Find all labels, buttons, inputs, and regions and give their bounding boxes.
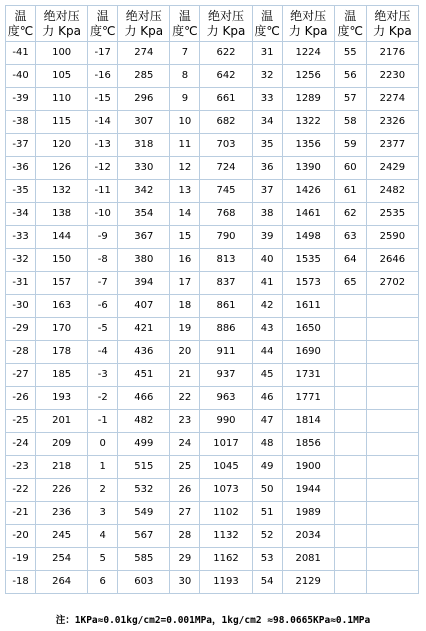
pressure-cell: 126 (36, 157, 88, 180)
temperature-cell (334, 525, 366, 548)
temperature-cell: 0 (88, 433, 118, 456)
temperature-cell: 8 (170, 65, 200, 88)
pressure-cell: 394 (118, 272, 170, 295)
pressure-cell: 380 (118, 249, 170, 272)
temperature-cell: -14 (88, 111, 118, 134)
temperature-cell: 17 (170, 272, 200, 295)
pressure-cell: 163 (36, 295, 88, 318)
temperature-cell: 63 (334, 226, 366, 249)
pressure-cell: 499 (118, 433, 170, 456)
temperature-cell: 25 (170, 456, 200, 479)
temperature-cell: -18 (6, 571, 36, 594)
temperature-cell: -41 (6, 42, 36, 65)
temperature-cell: -16 (88, 65, 118, 88)
pressure-cell: 407 (118, 295, 170, 318)
pressure-cell: 515 (118, 456, 170, 479)
temperature-cell: -27 (6, 364, 36, 387)
pressure-cell: 254 (36, 548, 88, 571)
pressure-cell: 285 (118, 65, 170, 88)
temperature-cell: 52 (252, 525, 282, 548)
temperature-cell: 10 (170, 111, 200, 134)
temperature-cell: 24 (170, 433, 200, 456)
temperature-cell: 15 (170, 226, 200, 249)
pressure-cell: 837 (200, 272, 252, 295)
temperature-cell: -24 (6, 433, 36, 456)
temperature-cell: -13 (88, 134, 118, 157)
temperature-cell: -32 (6, 249, 36, 272)
pressure-cell: 1073 (200, 479, 252, 502)
temperature-cell: 29 (170, 548, 200, 571)
header-pressure (118, 6, 170, 42)
pressure-cell: 790 (200, 226, 252, 249)
temperature-cell: -4 (88, 341, 118, 364)
header-pressure (282, 6, 334, 42)
pressure-cell: 318 (118, 134, 170, 157)
temperature-cell: -22 (6, 479, 36, 502)
pressure-cell: 1690 (282, 341, 334, 364)
header-line1: 绝对压 (207, 8, 244, 23)
temperature-cell: -10 (88, 203, 118, 226)
temperature-cell: -28 (6, 341, 36, 364)
pressure-cell: 703 (200, 134, 252, 157)
pressure-cell: 642 (200, 65, 252, 88)
temperature-cell: 32 (252, 65, 282, 88)
temperature-cell: 41 (252, 272, 282, 295)
pressure-cell: 115 (36, 111, 88, 134)
pressure-cell: 532 (118, 479, 170, 502)
table-row (6, 364, 419, 387)
pressure-cell: 1989 (282, 502, 334, 525)
pressure-cell: 768 (200, 203, 252, 226)
pressure-cell: 861 (200, 295, 252, 318)
pressure-cell: 193 (36, 387, 88, 410)
temperature-cell: -9 (88, 226, 118, 249)
temperature-cell: -7 (88, 272, 118, 295)
header-line1: 温 (344, 8, 357, 23)
header-line2: 度℃ (337, 23, 364, 38)
table-body (6, 42, 419, 594)
temperature-cell: 45 (252, 364, 282, 387)
temperature-cell (334, 341, 366, 364)
pressure-cell: 1256 (282, 65, 334, 88)
temperature-cell: 47 (252, 410, 282, 433)
pressure-cell (366, 502, 418, 525)
pressure-cell: 911 (200, 341, 252, 364)
pressure-cell: 330 (118, 157, 170, 180)
header-temperature (88, 6, 118, 42)
temperature-cell: 36 (252, 157, 282, 180)
pressure-cell: 1611 (282, 295, 334, 318)
pressure-cell: 1426 (282, 180, 334, 203)
temperature-cell: 54 (252, 571, 282, 594)
temperature-cell: 49 (252, 456, 282, 479)
pressure-cell: 436 (118, 341, 170, 364)
pressure-cell (366, 479, 418, 502)
temperature-cell: 59 (334, 134, 366, 157)
temperature-cell (334, 364, 366, 387)
pressure-cell (366, 341, 418, 364)
pressure-cell: 1814 (282, 410, 334, 433)
pressure-cell: 2590 (366, 226, 418, 249)
pressure-cell: 2482 (366, 180, 418, 203)
pressure-cell: 342 (118, 180, 170, 203)
header-line1: 温 (96, 8, 109, 23)
pressure-cell (366, 456, 418, 479)
temperature-cell: -34 (6, 203, 36, 226)
table-row (6, 111, 419, 134)
pressure-cell: 1322 (282, 111, 334, 134)
pressure-cell: 367 (118, 226, 170, 249)
pressure-cell: 226 (36, 479, 88, 502)
pressure-cell: 2326 (366, 111, 418, 134)
header-line2: 力 Kpa (373, 23, 412, 38)
temperature-cell: 22 (170, 387, 200, 410)
pressure-cell: 1017 (200, 433, 252, 456)
temperature-cell: -35 (6, 180, 36, 203)
pressure-cell: 1650 (282, 318, 334, 341)
table-row (6, 341, 419, 364)
temperature-cell: 20 (170, 341, 200, 364)
temperature-cell: 40 (252, 249, 282, 272)
header-pressure (36, 6, 88, 42)
pressure-cell: 1162 (200, 548, 252, 571)
header-line1: 绝对压 (125, 8, 162, 23)
header-line2: 力 Kpa (42, 23, 81, 38)
pressure-cell: 354 (118, 203, 170, 226)
pressure-cell: 466 (118, 387, 170, 410)
pressure-cell: 1224 (282, 42, 334, 65)
table-row (6, 433, 419, 456)
temperature-cell: 12 (170, 157, 200, 180)
temperature-cell: -12 (88, 157, 118, 180)
pressure-cell: 296 (118, 88, 170, 111)
pressure-cell: 1944 (282, 479, 334, 502)
temperature-cell (334, 479, 366, 502)
pressure-cell (366, 433, 418, 456)
table-row (6, 456, 419, 479)
temperature-cell: 2 (88, 479, 118, 502)
temperature-cell: 23 (170, 410, 200, 433)
pressure-cell: 1573 (282, 272, 334, 295)
pressure-cell: 2429 (366, 157, 418, 180)
temperature-cell: 9 (170, 88, 200, 111)
table-row (6, 548, 419, 571)
pressure-cell: 178 (36, 341, 88, 364)
pressure-cell: 1102 (200, 502, 252, 525)
temperature-cell (334, 456, 366, 479)
temperature-cell: 27 (170, 502, 200, 525)
temperature-cell: 64 (334, 249, 366, 272)
temperature-cell: 60 (334, 157, 366, 180)
temperature-cell (334, 295, 366, 318)
temperature-cell: 35 (252, 134, 282, 157)
temperature-cell (334, 571, 366, 594)
temperature-cell: 50 (252, 479, 282, 502)
pressure-cell: 2274 (366, 88, 418, 111)
table-row (6, 387, 419, 410)
temperature-cell: 6 (88, 571, 118, 594)
pressure-cell: 264 (36, 571, 88, 594)
pressure-cell: 549 (118, 502, 170, 525)
pressure-cell: 105 (36, 65, 88, 88)
temperature-cell: -17 (88, 42, 118, 65)
pressure-cell: 274 (118, 42, 170, 65)
pressure-cell (366, 364, 418, 387)
table-row (6, 525, 419, 548)
pressure-cell: 963 (200, 387, 252, 410)
pressure-cell: 1356 (282, 134, 334, 157)
pressure-cell: 482 (118, 410, 170, 433)
pressure-cell (366, 548, 418, 571)
table-row (6, 226, 419, 249)
temperature-cell (334, 433, 366, 456)
pressure-cell: 1045 (200, 456, 252, 479)
temperature-cell: -2 (88, 387, 118, 410)
pressure-cell: 421 (118, 318, 170, 341)
temperature-cell: 38 (252, 203, 282, 226)
pressure-cell: 1535 (282, 249, 334, 272)
temperature-cell: 7 (170, 42, 200, 65)
header-line2: 力 Kpa (206, 23, 246, 38)
header-line2: 力 Kpa (288, 23, 328, 38)
temperature-cell: 53 (252, 548, 282, 571)
temperature-cell: 19 (170, 318, 200, 341)
temperature-cell: 42 (252, 295, 282, 318)
temperature-cell: -40 (6, 65, 36, 88)
pressure-cell: 1193 (200, 571, 252, 594)
temperature-cell: 16 (170, 249, 200, 272)
temperature-cell: 4 (88, 525, 118, 548)
pressure-cell: 1498 (282, 226, 334, 249)
pressure-cell: 2702 (366, 272, 418, 295)
header-temperature (334, 6, 366, 42)
temperature-cell: -37 (6, 134, 36, 157)
temperature-cell: -20 (6, 525, 36, 548)
pressure-cell: 451 (118, 364, 170, 387)
table-row (6, 157, 419, 180)
temperature-cell: 3 (88, 502, 118, 525)
table-row (6, 249, 419, 272)
pressure-cell: 2034 (282, 525, 334, 548)
pressure-cell (366, 387, 418, 410)
pressure-cell: 682 (200, 111, 252, 134)
pressure-cell: 661 (200, 88, 252, 111)
temperature-cell: -8 (88, 249, 118, 272)
temperature-cell: 28 (170, 525, 200, 548)
temperature-cell: 18 (170, 295, 200, 318)
table-row (6, 571, 419, 594)
pressure-cell (366, 571, 418, 594)
pressure-cell: 2081 (282, 548, 334, 571)
table-row (6, 410, 419, 433)
temperature-cell: 34 (252, 111, 282, 134)
header-pressure (200, 6, 252, 42)
temperature-cell: -5 (88, 318, 118, 341)
pressure-cell: 209 (36, 433, 88, 456)
temperature-cell: 1 (88, 456, 118, 479)
pressure-cell (366, 318, 418, 341)
pressure-cell: 245 (36, 525, 88, 548)
temperature-cell: 37 (252, 180, 282, 203)
pressure-cell: 1132 (200, 525, 252, 548)
pressure-cell: 2377 (366, 134, 418, 157)
pressure-cell (366, 525, 418, 548)
header-line1: 绝对压 (374, 8, 411, 23)
pressure-cell: 110 (36, 88, 88, 111)
temperature-cell (334, 387, 366, 410)
table-row (6, 502, 419, 525)
pressure-cell (366, 410, 418, 433)
temperature-cell: -3 (88, 364, 118, 387)
table-row (6, 479, 419, 502)
table-row (6, 42, 419, 65)
header-line2: 力 Kpa (124, 23, 164, 38)
pressure-cell: 886 (200, 318, 252, 341)
temperature-cell: -11 (88, 180, 118, 203)
temperature-cell: -25 (6, 410, 36, 433)
pressure-cell: 236 (36, 502, 88, 525)
table-row (6, 272, 419, 295)
pressure-cell: 603 (118, 571, 170, 594)
header-temperature (252, 6, 282, 42)
header-line1: 温 (261, 8, 274, 23)
table-row (6, 180, 419, 203)
temperature-cell: -36 (6, 157, 36, 180)
pressure-cell: 1461 (282, 203, 334, 226)
temperature-cell: -31 (6, 272, 36, 295)
pressure-cell: 2646 (366, 249, 418, 272)
temperature-cell: 46 (252, 387, 282, 410)
temperature-cell: -26 (6, 387, 36, 410)
pressure-cell: 201 (36, 410, 88, 433)
temperature-cell: -21 (6, 502, 36, 525)
pressure-cell: 170 (36, 318, 88, 341)
temperature-cell: 55 (334, 42, 366, 65)
header-line1: 绝对压 (43, 8, 80, 23)
pressure-temperature-table (5, 5, 419, 594)
pressure-cell: 745 (200, 180, 252, 203)
temperature-cell: -30 (6, 295, 36, 318)
header-line2: 度℃ (254, 23, 280, 38)
header-line1: 温 (14, 8, 27, 23)
pressure-cell: 1900 (282, 456, 334, 479)
temperature-cell: 48 (252, 433, 282, 456)
header-line2: 度℃ (89, 23, 116, 38)
pressure-cell: 2535 (366, 203, 418, 226)
temperature-cell: 56 (334, 65, 366, 88)
pressure-cell: 622 (200, 42, 252, 65)
pressure-cell: 567 (118, 525, 170, 548)
pressure-cell: 218 (36, 456, 88, 479)
header-temperature (6, 6, 36, 42)
temperature-cell: 65 (334, 272, 366, 295)
header-pressure (366, 6, 418, 42)
temperature-cell: 14 (170, 203, 200, 226)
temperature-cell: 31 (252, 42, 282, 65)
pressure-cell (366, 295, 418, 318)
temperature-cell: -38 (6, 111, 36, 134)
temperature-cell (334, 502, 366, 525)
table-row (6, 295, 419, 318)
pressure-cell: 937 (200, 364, 252, 387)
temperature-cell: 51 (252, 502, 282, 525)
pressure-cell: 144 (36, 226, 88, 249)
footnote: 注：1KPa≈0.01kg/cm2=0.001MPa，1kg/cm2 ≈98.0665KPa≈0.1MPa (55, 615, 371, 626)
temperature-cell: -29 (6, 318, 36, 341)
temperature-cell (334, 548, 366, 571)
header-line1: 绝对压 (290, 8, 327, 23)
temperature-cell: 61 (334, 180, 366, 203)
temperature-cell: 62 (334, 203, 366, 226)
table-header-row (6, 6, 419, 42)
header-line1: 温 (178, 8, 191, 23)
pressure-cell: 585 (118, 548, 170, 571)
pressure-cell: 2230 (366, 65, 418, 88)
table-row (6, 318, 419, 341)
temperature-cell: 13 (170, 180, 200, 203)
header-temperature (170, 6, 200, 42)
pressure-cell: 138 (36, 203, 88, 226)
temperature-cell: -1 (88, 410, 118, 433)
temperature-cell: -19 (6, 548, 36, 571)
temperature-cell: -6 (88, 295, 118, 318)
temperature-cell: 43 (252, 318, 282, 341)
pressure-cell: 2129 (282, 571, 334, 594)
temperature-cell: 11 (170, 134, 200, 157)
pressure-cell: 1390 (282, 157, 334, 180)
header-line2: 度℃ (7, 23, 34, 38)
pressure-cell: 1771 (282, 387, 334, 410)
temperature-cell: -39 (6, 88, 36, 111)
temperature-cell: 33 (252, 88, 282, 111)
pressure-cell: 120 (36, 134, 88, 157)
pressure-cell: 724 (200, 157, 252, 180)
temperature-cell: 5 (88, 548, 118, 571)
pressure-cell: 157 (36, 272, 88, 295)
temperature-cell: 21 (170, 364, 200, 387)
temperature-cell: 44 (252, 341, 282, 364)
temperature-cell: 39 (252, 226, 282, 249)
table-row (6, 65, 419, 88)
pressure-cell: 2176 (366, 42, 418, 65)
temperature-cell: 58 (334, 111, 366, 134)
temperature-cell (334, 410, 366, 433)
pressure-cell: 1731 (282, 364, 334, 387)
temperature-cell (334, 318, 366, 341)
pressure-cell: 132 (36, 180, 88, 203)
table-row (6, 203, 419, 226)
temperature-cell: 57 (334, 88, 366, 111)
temperature-cell: 26 (170, 479, 200, 502)
temperature-cell: -23 (6, 456, 36, 479)
temperature-cell: -33 (6, 226, 36, 249)
table-row (6, 88, 419, 111)
pressure-cell: 1289 (282, 88, 334, 111)
pressure-cell: 813 (200, 249, 252, 272)
pressure-cell: 185 (36, 364, 88, 387)
pressure-cell: 150 (36, 249, 88, 272)
header-line2: 度℃ (172, 23, 198, 38)
temperature-cell: -15 (88, 88, 118, 111)
pressure-cell: 307 (118, 111, 170, 134)
table-row (6, 134, 419, 157)
pressure-cell: 990 (200, 410, 252, 433)
pressure-cell: 1856 (282, 433, 334, 456)
temperature-cell: 30 (170, 571, 200, 594)
pressure-cell: 100 (36, 42, 88, 65)
